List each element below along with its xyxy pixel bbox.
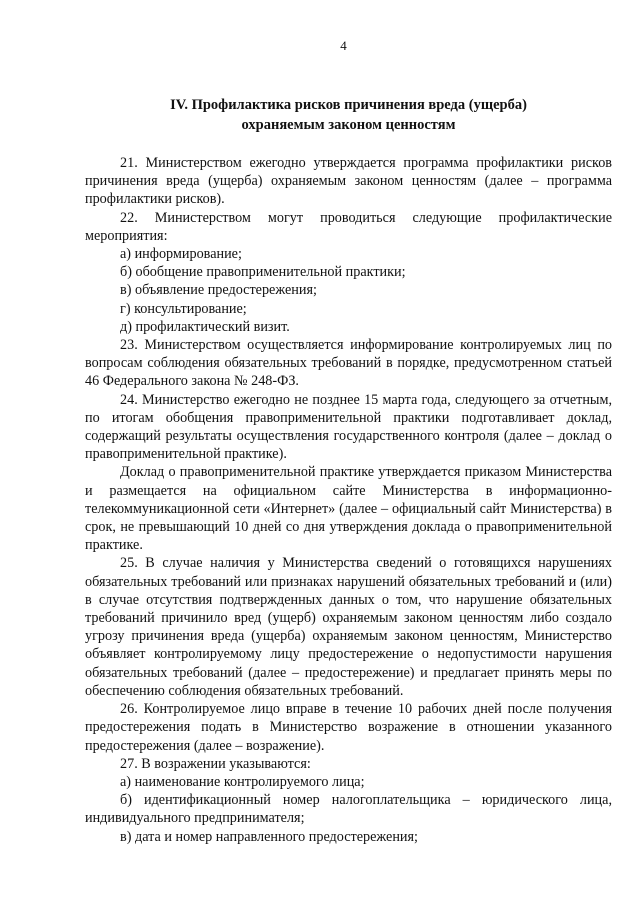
objection-item-a: а) наименование контролируемого лица;	[120, 773, 365, 790]
section-title-line-2: охраняемым законом ценностям	[241, 117, 456, 133]
list-item-a: а) информирование;	[120, 246, 242, 263]
objection-item-b: б) идентификационный номер налогоплательщика – юридического лица, индивидуального предпринимателя;	[85, 792, 612, 827]
paragraph-24: 24. Министерство ежегодно не позднее 15 марта года, следующего за отчетным, по итогам обобщения правоприменительной практики подготавливает доклад, содержащий результаты осуществления государственного контроля (далее – доклад о правоприменительной практике).	[85, 391, 612, 463]
document-body	[85, 154, 612, 846]
paragraph-27: 27. В возражении указываются:	[120, 755, 311, 772]
page-number: 4	[340, 38, 347, 53]
paragraph-21: 21. Министерством ежегодно утверждается программа профилактики рисков причинения вреда (ущерба) охраняемым законом ценностям (далее – программа профилактики рисков).	[85, 155, 612, 208]
list-item-d: д) профилактический визит.	[120, 318, 290, 335]
objection-item-v: в) дата и номер направленного предостережения;	[120, 828, 418, 845]
list-item-b: б) обобщение правоприменительной практики;	[120, 264, 406, 281]
paragraph-24-report: Доклад о правоприменительной практике утверждается приказом Министерства и размещается на официальном сайте Министерства в информационно-телекоммуникационной сети «Интернет» (далее – официальный сайт Министерства) в срок, не превышающий 10 дней со дня утверждения доклада о правоприменительной практике.	[85, 464, 612, 554]
section-title-line-1: IV. Профилактика рисков причинения вреда (ущерба)	[170, 97, 527, 113]
paragraph-26: 26. Контролируемое лицо вправе в течение 10 рабочих дней после получения предостережения подать в Министерство возражение в отношении указанного предостережения (далее – возражение).	[85, 701, 612, 754]
section-title	[85, 95, 612, 135]
paragraph-23: 23. Министерством осуществляется информирование контролируемых лиц по вопросам соблюдения обязательных требований в порядке, предусмотренном статьей 46 Федерального закона № 248-ФЗ.	[85, 337, 612, 390]
paragraph-22: 22. Министерством могут проводиться следующие профилактические мероприятия:	[85, 209, 612, 244]
list-item-g: г) консультирование;	[120, 300, 247, 317]
list-item-v: в) объявление предостережения;	[120, 282, 317, 299]
paragraph-25: 25. В случае наличия у Министерства сведений о готовящихся нарушениях обязательных требований или признаках нарушений обязательных требований и (или) в случае отсутствия подтвержденных данных о том, что нарушение обязательных требований причинило вред (ущерб) охраняемым законом ценностям либо создало угрозу причинения вреда (ущерба) охраняемым законом ценностям, Министерство объявляет контролируемому лицу предостережение о недопустимости нарушения обязательных требований (далее – предостережение) и предлагает принять меры по обеспечению соблюдения обязательных требований.	[85, 555, 612, 699]
